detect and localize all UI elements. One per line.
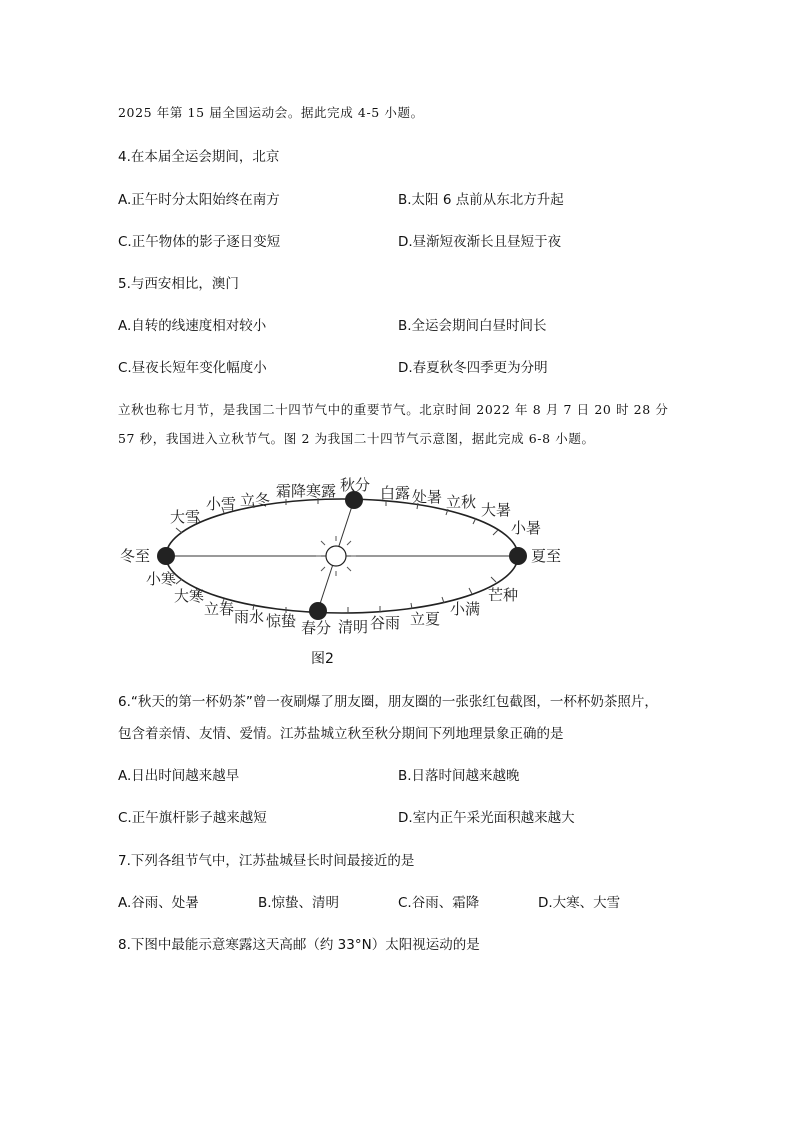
question-5-option-d: D.春夏秋冬四季更为分明 — [398, 360, 548, 376]
question-6-stem-line-1: 6.“秋天的第一杯奶茶”曾一夜刷爆了朋友圈，朋友圈的一张张红包截图，一杯杯奶茶照片， — [118, 694, 658, 710]
question-4-stem: 4.在本届全运会期间，北京 — [118, 149, 280, 165]
term-daxue: 大雪 — [170, 508, 201, 526]
question-7-option-b: B.惊蛰、清明 — [258, 895, 340, 911]
solar-terms-diagram — [118, 470, 578, 645]
term-dahan: 大寒 — [174, 587, 205, 605]
figure-caption: 图2 — [311, 651, 334, 667]
spring-equinox-point — [309, 602, 327, 620]
question-8-stem: 8.下图中最能示意寒露这天高邮（约 33°N）太阳视运动的是 — [118, 937, 480, 953]
summer-solstice-point — [509, 547, 527, 565]
term-qiufen: 秋分 — [340, 476, 371, 494]
winter-solstice-point — [157, 547, 175, 565]
term-mangzhong: 芒种 — [488, 586, 519, 604]
term-xiazhi: 夏至 — [531, 547, 562, 565]
term-dashu: 大暑 — [481, 501, 512, 519]
question-6-option-d: D.室内正午采光面积越来越大 — [398, 810, 575, 826]
term-guyu: 谷雨 — [370, 614, 401, 632]
question-5-stem: 5.与西安相比，澳门 — [118, 276, 239, 292]
term-xiaoman: 小满 — [450, 600, 481, 618]
question-7-option-d: D.大寒、大雪 — [538, 895, 621, 911]
question-5-option-c: C.昼夜长短年变化幅度小 — [118, 360, 267, 376]
question-7-option-a: A.谷雨、处暑 — [118, 895, 199, 911]
term-lixia: 立夏 — [410, 610, 441, 628]
question-4-option-b: B.太阳 6 点前从东北方升起 — [398, 192, 564, 208]
term-chushu: 处暑 — [412, 488, 443, 506]
question-5-option-a: A.自转的线速度相对较小 — [118, 318, 267, 334]
question-4-option-c: C.正午物体的影子逐日变短 — [118, 234, 281, 250]
question-4-option-d: D.昼渐短夜渐长且昼短于夜 — [398, 234, 562, 250]
term-shuangjiang: 霜降 — [276, 482, 307, 500]
question-6-option-c: C.正午旗杆影子越来越短 — [118, 810, 267, 826]
question-6-option-b: B.日落时间越来越晚 — [398, 768, 520, 784]
intro-text-1: 2025 年第 15 届全国运动会。据此完成 4-5 小题。 — [118, 105, 424, 120]
question-6-stem-line-2: 包含着亲情、友情、爱情。江苏盐城立秋至秋分期间下列地理景象正确的是 — [118, 726, 564, 742]
intro-text-2-line-1: 立秋也称七月节，是我国二十四节气中的重要节气。北京时间 2022 年 8 月 7 日 20 时 28 分 — [118, 402, 669, 417]
term-hanlu: 寒露 — [306, 482, 337, 500]
term-lidong: 立冬 — [240, 491, 271, 509]
term-bailu: 白露 — [380, 484, 411, 502]
intro-text-2-line-2: 57 秒，我国进入立秋节气。图 2 为我国二十四节气示意图，据此完成 6-8 小题。 — [118, 431, 595, 446]
term-chunfen: 春分 — [301, 619, 332, 637]
question-7-option-c: C.谷雨、霜降 — [398, 895, 480, 911]
term-yushui: 雨水 — [234, 608, 265, 626]
question-5-option-b: B.全运会期间白昼时间长 — [398, 318, 547, 334]
term-liqiu: 立秋 — [446, 493, 477, 511]
term-xiaoxue: 小雪 — [206, 495, 237, 513]
term-lichun: 立春 — [204, 600, 235, 618]
question-4-option-a: A.正午时分太阳始终在南方 — [118, 192, 280, 208]
question-7-stem: 7.下列各组节气中，江苏盐城昼长时间最接近的是 — [118, 853, 415, 869]
term-jingzhe: 惊蛰 — [266, 612, 297, 630]
term-dongzhi: 冬至 — [120, 547, 151, 565]
term-xiaohan: 小寒 — [146, 570, 177, 588]
question-6-option-a: A.日出时间越来越早 — [118, 768, 240, 784]
term-qingming: 清明 — [338, 618, 369, 636]
term-xiaoshu: 小暑 — [511, 519, 542, 537]
